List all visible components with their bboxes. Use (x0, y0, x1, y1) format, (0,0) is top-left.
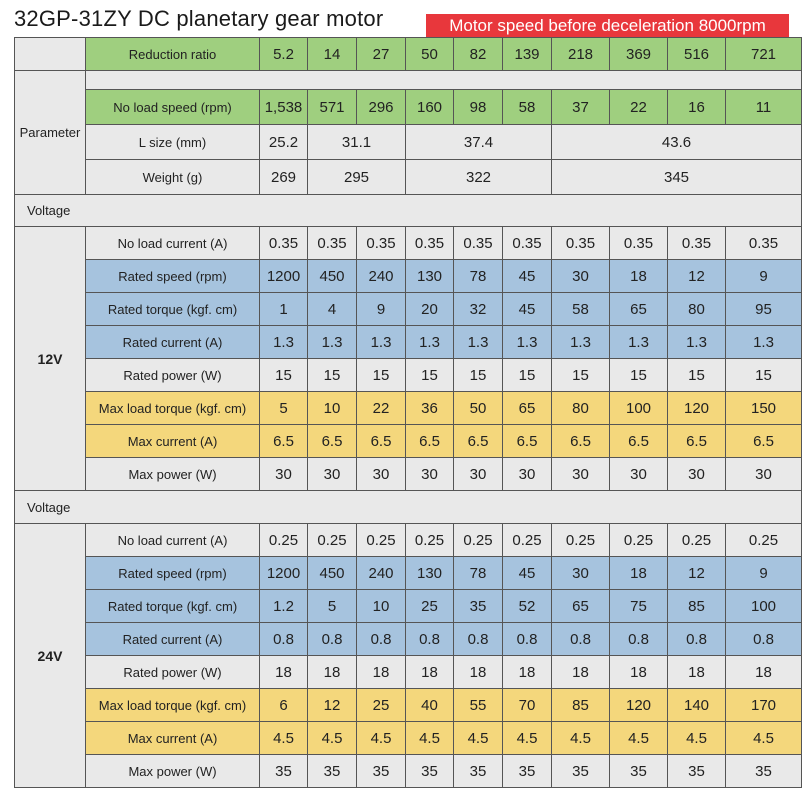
cell-value: 15 (454, 359, 503, 392)
row-label: Rated torque (kgf. cm) (86, 293, 260, 326)
cell-value: 4.5 (726, 722, 802, 755)
ratio-value: 516 (668, 38, 726, 71)
cell-value: 25 (406, 590, 454, 623)
cell-value: 85 (552, 689, 610, 722)
cell-value: 45 (503, 557, 552, 590)
cell-value: 4.5 (406, 722, 454, 755)
cell-value: 0.8 (726, 623, 802, 656)
cell-value: 1200 (260, 260, 308, 293)
cell-value: 22 (610, 90, 668, 125)
cell-value: 4 (308, 293, 357, 326)
blank-cell (15, 38, 86, 71)
spacer-row (15, 71, 802, 90)
cell-value: 11 (726, 90, 802, 125)
cell-value: 0.25 (357, 524, 406, 557)
no-load-speed-row (15, 90, 802, 125)
cell-value: 40 (406, 689, 454, 722)
cell-value: 30 (726, 458, 802, 491)
cell-value: 0.8 (610, 623, 668, 656)
cell-value: 4.5 (503, 722, 552, 755)
cell-value: 296 (357, 90, 406, 125)
cell-value: 6.5 (454, 425, 503, 458)
cell-value: 36 (406, 392, 454, 425)
cell-value: 1.3 (610, 326, 668, 359)
cell-value: 35 (260, 755, 308, 788)
cell-value: 37.4 (406, 125, 552, 160)
cell-value: 0.8 (406, 623, 454, 656)
cell-value: 30 (552, 557, 610, 590)
table-row (15, 458, 802, 491)
cell-value: 6.5 (406, 425, 454, 458)
cell-value: 6.5 (260, 425, 308, 458)
cell-value: 295 (308, 160, 406, 195)
cell-value: 1.3 (308, 326, 357, 359)
cell-value: 130 (406, 557, 454, 590)
cell-value: 37 (552, 90, 610, 125)
cell-value: 0.35 (454, 227, 503, 260)
row-label: Max current (A) (86, 425, 260, 458)
cell-value: 240 (357, 557, 406, 590)
voltage-label: Voltage (15, 195, 802, 227)
cell-value: 5 (260, 392, 308, 425)
row-label: Rated power (W) (86, 359, 260, 392)
weight-row (15, 160, 802, 195)
cell-value: 0.8 (668, 623, 726, 656)
spacer-cell (86, 71, 802, 90)
cell-value: 0.8 (357, 623, 406, 656)
cell-value: 15 (260, 359, 308, 392)
cell-value: 45 (503, 260, 552, 293)
cell-value: 18 (260, 656, 308, 689)
voltage-label: Voltage (15, 491, 802, 524)
cell-value: 1.3 (552, 326, 610, 359)
cell-value: 35 (454, 755, 503, 788)
cell-value: 35 (668, 755, 726, 788)
row-label: Max power (W) (86, 458, 260, 491)
cell-value: 0.8 (503, 623, 552, 656)
cell-value: 18 (552, 656, 610, 689)
cell-value: 0.25 (726, 524, 802, 557)
row-label: Rated speed (rpm) (86, 260, 260, 293)
cell-value: 10 (308, 392, 357, 425)
cell-value: 0.25 (668, 524, 726, 557)
cell-value: 35 (552, 755, 610, 788)
cell-value: 18 (610, 260, 668, 293)
speed-banner: Motor speed before deceleration 8000rpm (426, 14, 789, 37)
cell-value: 0.35 (308, 227, 357, 260)
cell-value: 6.5 (308, 425, 357, 458)
cell-value: 58 (503, 90, 552, 125)
voltage-12v-label: 12V (15, 227, 86, 491)
cell-value: 6.5 (726, 425, 802, 458)
cell-value: 16 (668, 90, 726, 125)
cell-value: 6.5 (503, 425, 552, 458)
row-label: Max power (W) (86, 755, 260, 788)
cell-value: 450 (308, 557, 357, 590)
cell-value: 18 (610, 656, 668, 689)
cell-value: 30 (503, 458, 552, 491)
row-label: Max load torque (kgf. cm) (86, 689, 260, 722)
ratio-value: 82 (454, 38, 503, 71)
row-label: Rated torque (kgf. cm) (86, 590, 260, 623)
cell-value: 100 (726, 590, 802, 623)
ratio-value: 139 (503, 38, 552, 71)
cell-value: 30 (260, 458, 308, 491)
cell-value: 20 (406, 293, 454, 326)
cell-value: 65 (503, 392, 552, 425)
cell-value: 25 (357, 689, 406, 722)
row-label: Weight (g) (86, 160, 260, 195)
voltage-row-12v (15, 195, 802, 227)
cell-value: 322 (406, 160, 552, 195)
row-label: L size (mm) (86, 125, 260, 160)
cell-value: 12 (668, 557, 726, 590)
cell-value: 4.5 (308, 722, 357, 755)
cell-value: 25.2 (260, 125, 308, 160)
cell-value: 35 (406, 755, 454, 788)
cell-value: 80 (668, 293, 726, 326)
cell-value: 85 (668, 590, 726, 623)
table-row (15, 755, 802, 788)
cell-value: 1 (260, 293, 308, 326)
cell-value: 55 (454, 689, 503, 722)
ratio-value: 50 (406, 38, 454, 71)
cell-value: 0.25 (308, 524, 357, 557)
page-title: 32GP-31ZY DC planetary gear motor (14, 6, 384, 31)
cell-value: 10 (357, 590, 406, 623)
row-label: Rated current (A) (86, 623, 260, 656)
cell-value: 18 (610, 557, 668, 590)
voltage-24v-label: 24V (15, 524, 86, 788)
ratio-value: 369 (610, 38, 668, 71)
reduction-ratio-row (15, 38, 802, 71)
cell-value: 18 (308, 656, 357, 689)
table-row (15, 524, 802, 557)
cell-value: 1.3 (726, 326, 802, 359)
cell-value: 170 (726, 689, 802, 722)
cell-value: 160 (406, 90, 454, 125)
cell-value: 6.5 (357, 425, 406, 458)
ratio-value: 218 (552, 38, 610, 71)
cell-value: 150 (726, 392, 802, 425)
row-label: No load speed (rpm) (86, 90, 260, 125)
cell-value: 78 (454, 557, 503, 590)
cell-value: 15 (552, 359, 610, 392)
cell-value: 52 (503, 590, 552, 623)
cell-value: 4.5 (552, 722, 610, 755)
cell-value: 18 (406, 656, 454, 689)
cell-value: 30 (357, 458, 406, 491)
cell-value: 31.1 (308, 125, 406, 160)
cell-value: 15 (406, 359, 454, 392)
cell-value: 0.25 (552, 524, 610, 557)
cell-value: 4.5 (668, 722, 726, 755)
cell-value: 0.25 (260, 524, 308, 557)
cell-value: 35 (503, 755, 552, 788)
cell-value: 0.35 (726, 227, 802, 260)
table-row (15, 689, 802, 722)
cell-value: 18 (454, 656, 503, 689)
cell-value: 15 (308, 359, 357, 392)
cell-value: 18 (357, 656, 406, 689)
cell-value: 4.5 (357, 722, 406, 755)
parameter-label: Parameter (15, 71, 86, 195)
table-row (15, 722, 802, 755)
cell-value: 32 (454, 293, 503, 326)
cell-value: 345 (552, 160, 802, 195)
cell-value: 6 (260, 689, 308, 722)
table-row (15, 293, 802, 326)
ratio-value: 721 (726, 38, 802, 71)
cell-value: 0.35 (552, 227, 610, 260)
cell-value: 35 (357, 755, 406, 788)
cell-value: 15 (726, 359, 802, 392)
table-row (15, 557, 802, 590)
cell-value: 240 (357, 260, 406, 293)
cell-value: 5 (308, 590, 357, 623)
row-label: Reduction ratio (86, 38, 260, 71)
cell-value: 1.3 (357, 326, 406, 359)
cell-value: 45 (503, 293, 552, 326)
cell-value: 1.3 (503, 326, 552, 359)
cell-value: 571 (308, 90, 357, 125)
voltage-row-24v (15, 491, 802, 524)
cell-value: 0.25 (503, 524, 552, 557)
cell-value: 6.5 (552, 425, 610, 458)
cell-value: 1.3 (668, 326, 726, 359)
cell-value: 0.35 (357, 227, 406, 260)
cell-value: 35 (610, 755, 668, 788)
row-label: Max load torque (kgf. cm) (86, 392, 260, 425)
cell-value: 43.6 (552, 125, 802, 160)
table-row (15, 392, 802, 425)
table-row (15, 425, 802, 458)
table-row (15, 359, 802, 392)
cell-value: 18 (668, 656, 726, 689)
cell-value: 12 (668, 260, 726, 293)
cell-value: 0.35 (610, 227, 668, 260)
row-label: No load current (A) (86, 227, 260, 260)
cell-value: 9 (357, 293, 406, 326)
cell-value: 6.5 (668, 425, 726, 458)
cell-value: 70 (503, 689, 552, 722)
cell-value: 0.35 (406, 227, 454, 260)
cell-value: 100 (610, 392, 668, 425)
cell-value: 65 (552, 590, 610, 623)
cell-value: 30 (454, 458, 503, 491)
cell-value: 35 (308, 755, 357, 788)
cell-value: 58 (552, 293, 610, 326)
cell-value: 0.25 (610, 524, 668, 557)
row-label: Rated current (A) (86, 326, 260, 359)
cell-value: 35 (726, 755, 802, 788)
cell-value: 1200 (260, 557, 308, 590)
cell-value: 0.35 (668, 227, 726, 260)
row-label: No load current (A) (86, 524, 260, 557)
cell-value: 30 (552, 260, 610, 293)
cell-value: 9 (726, 260, 802, 293)
cell-value: 450 (308, 260, 357, 293)
l-size-row (15, 125, 802, 160)
cell-value: 1.2 (260, 590, 308, 623)
ratio-value: 27 (357, 38, 406, 71)
row-label: Rated speed (rpm) (86, 557, 260, 590)
table-row (15, 590, 802, 623)
cell-value: 1.3 (260, 326, 308, 359)
cell-value: 95 (726, 293, 802, 326)
cell-value: 0.35 (503, 227, 552, 260)
cell-value: 18 (503, 656, 552, 689)
cell-value: 15 (503, 359, 552, 392)
cell-value: 9 (726, 557, 802, 590)
ratio-value: 14 (308, 38, 357, 71)
cell-value: 140 (668, 689, 726, 722)
cell-value: 30 (406, 458, 454, 491)
cell-value: 269 (260, 160, 308, 195)
ratio-value: 5.2 (260, 38, 308, 71)
cell-value: 6.5 (610, 425, 668, 458)
cell-value: 18 (726, 656, 802, 689)
cell-value: 12 (308, 689, 357, 722)
cell-value: 98 (454, 90, 503, 125)
cell-value: 78 (454, 260, 503, 293)
cell-value: 80 (552, 392, 610, 425)
cell-value: 0.25 (406, 524, 454, 557)
cell-value: 0.8 (454, 623, 503, 656)
cell-value: 0.8 (260, 623, 308, 656)
cell-value: 15 (610, 359, 668, 392)
cell-value: 0.25 (454, 524, 503, 557)
cell-value: 30 (552, 458, 610, 491)
cell-value: 0.8 (308, 623, 357, 656)
cell-value: 15 (357, 359, 406, 392)
cell-value: 0.35 (260, 227, 308, 260)
cell-value: 4.5 (454, 722, 503, 755)
table-row (15, 623, 802, 656)
cell-value: 130 (406, 260, 454, 293)
cell-value: 65 (610, 293, 668, 326)
row-label: Rated power (W) (86, 656, 260, 689)
cell-value: 4.5 (260, 722, 308, 755)
cell-value: 15 (668, 359, 726, 392)
cell-value: 30 (610, 458, 668, 491)
cell-value: 120 (610, 689, 668, 722)
cell-value: 0.8 (552, 623, 610, 656)
table-row (15, 260, 802, 293)
table-row (15, 227, 802, 260)
cell-value: 22 (357, 392, 406, 425)
cell-value: 1,538 (260, 90, 308, 125)
spec-table (14, 37, 802, 788)
cell-value: 30 (668, 458, 726, 491)
cell-value: 30 (308, 458, 357, 491)
table-row (15, 326, 802, 359)
cell-value: 1.3 (454, 326, 503, 359)
row-label: Max current (A) (86, 722, 260, 755)
cell-value: 120 (668, 392, 726, 425)
cell-value: 35 (454, 590, 503, 623)
cell-value: 50 (454, 392, 503, 425)
table-row (15, 656, 802, 689)
cell-value: 4.5 (610, 722, 668, 755)
cell-value: 75 (610, 590, 668, 623)
cell-value: 1.3 (406, 326, 454, 359)
